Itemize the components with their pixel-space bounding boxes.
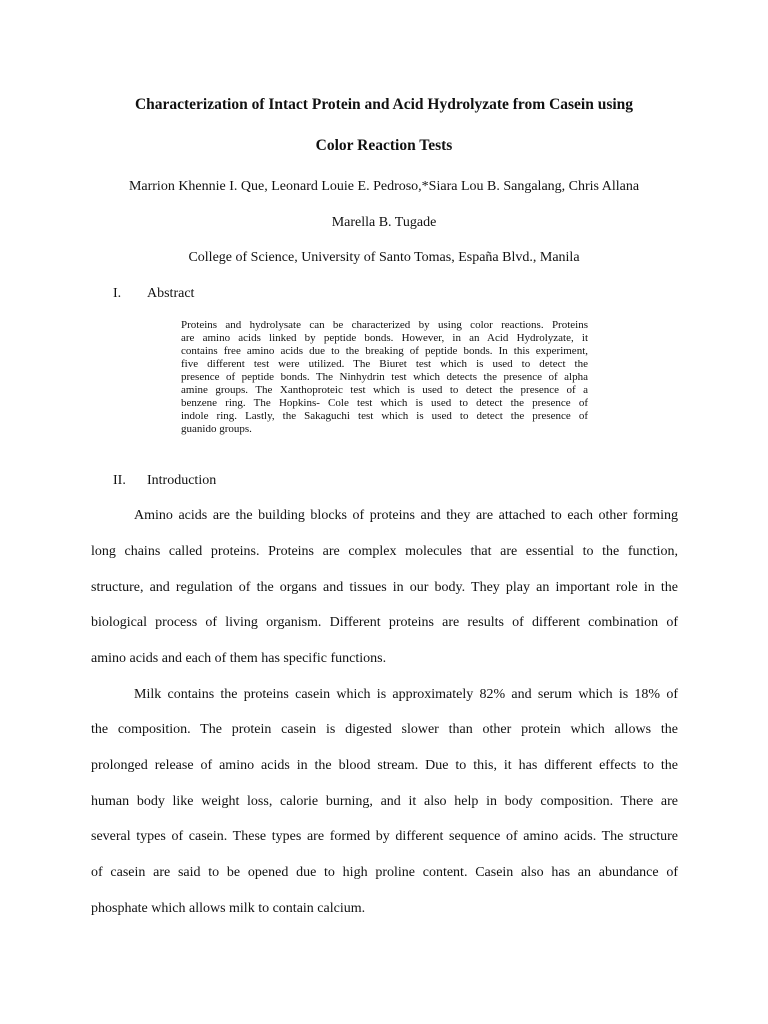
body-text-line: several types of casein. These types are formed by different sequence of amino acids. The structure	[91, 829, 678, 844]
paper-title-line-2: Color Reaction Tests	[315, 137, 453, 154]
authors-line-1: Marrion Khennie I. Que, Leonard Louie E. Pedroso,*Siara Lou B. Sangalang, Chris Allana	[128, 179, 640, 194]
introduction-section-number: II.	[113, 473, 126, 488]
abstract-heading	[113, 285, 194, 303]
body-text-line: the composition. The protein casein is digested slower than other protein which allows the	[91, 722, 678, 737]
body-text-line: Amino acids are the building blocks of proteins and they are attached to each other forming	[134, 508, 678, 523]
abstract-line: benzene ring. The Hopkins- Cole test which is used to detect the presence of	[181, 397, 588, 409]
body-text-line: prolonged release of amino acids in the blood stream. Due to this, it has different effects to the	[91, 758, 678, 773]
abstract-section-number: I.	[113, 286, 122, 301]
paper-title-line-1: Characterization of Intact Protein and Acid Hydrolyzate from Casein using	[134, 96, 634, 113]
authors-line-2: Marella B. Tugade	[331, 215, 437, 230]
abstract-line: Proteins and hydrolysate can be characterized by using color reactions. Proteins	[181, 319, 588, 331]
body-text-line: human body like weight loss, calorie burning, and it also help in body composition. There are	[91, 794, 678, 809]
body-text-line: of casein are said to be opened due to high proline content. Casein also has an abundance of	[91, 865, 678, 880]
body-text-line: long chains called proteins. Proteins are complex molecules that are essential to the function,	[91, 544, 678, 559]
abstract-line: are amino acids linked by peptide bonds. However, in an Acid Hydrolyzate, it	[181, 332, 588, 344]
abstract-heading-text: Abstract	[147, 286, 195, 301]
body-text-line: phosphate which allows milk to contain calcium.	[91, 901, 366, 916]
body-text-line: biological process of living organism. Different proteins are results of different combination of	[91, 615, 678, 630]
abstract-line: contains free amino acids due to the breaking of peptide bonds. In this experiment,	[181, 345, 588, 357]
body-text-line: amino acids and each of them has specific functions.	[91, 651, 387, 666]
body-text-line: structure, and regulation of the organs and tissues in our body. They play an important role in the	[91, 580, 678, 595]
affiliation: College of Science, University of Santo Tomas, España Blvd., Manila	[188, 250, 580, 265]
body-text-line: Milk contains the proteins casein which is approximately 82% and serum which is 18% of	[134, 687, 678, 702]
abstract-line: guanido groups.	[181, 423, 252, 435]
abstract-text	[181, 319, 588, 436]
abstract-line: indole ring. Lastly, the Sakaguchi test which is used to detect the presence of	[181, 410, 588, 422]
abstract-line: amine groups. The Xanthoproteic test which is used to detect the presence of a	[181, 384, 588, 396]
introduction-heading	[113, 472, 216, 490]
abstract-line: five different test were utilized. The Biuret test which is used to detect the	[181, 358, 588, 370]
abstract-line: presence of peptide bonds. The Ninhydrin test which detects the presence of alpha	[181, 371, 588, 383]
introduction-heading-text: Introduction	[147, 473, 217, 488]
